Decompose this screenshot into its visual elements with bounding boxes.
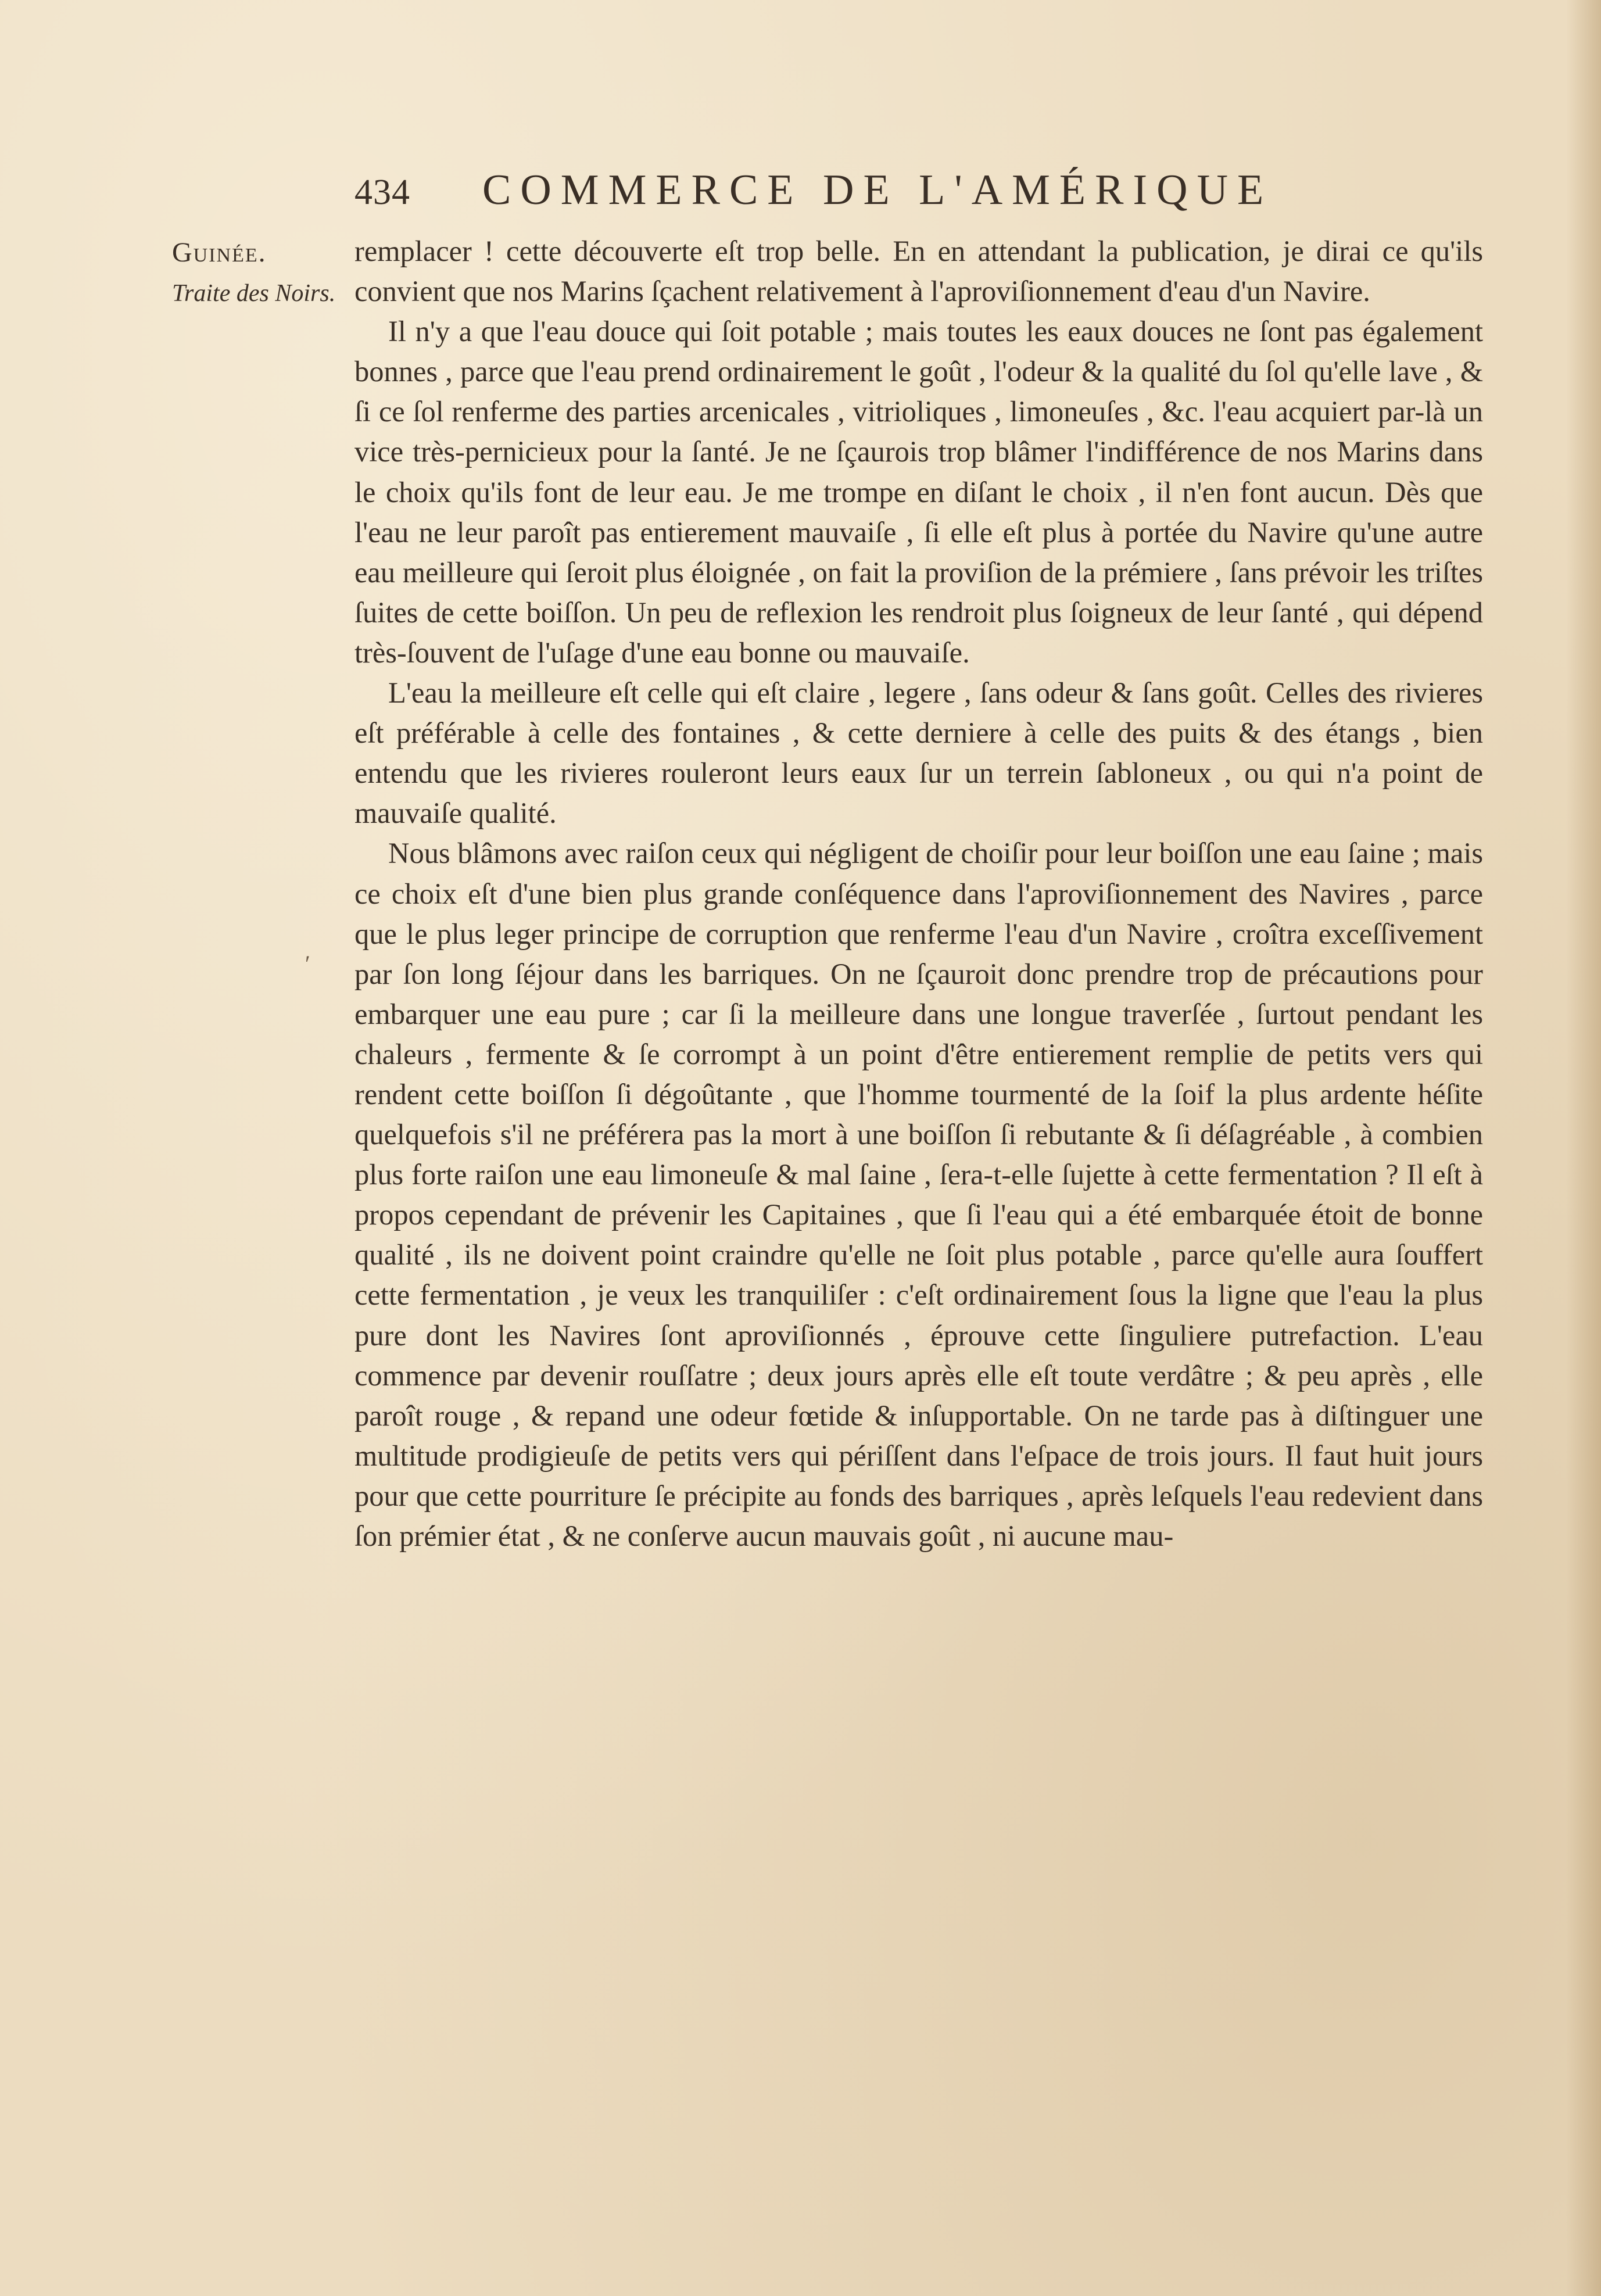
page-edge-shadow xyxy=(1566,0,1601,2296)
paragraph: remplacer ! cette découverte eſt trop belle. En en attendant la publication, je dirai ce qu'ils convient que nos Marins ſçachent relativement à l'aproviſionnement d'eau d'un Navire. xyxy=(354,235,1483,308)
margin-notes xyxy=(172,232,346,314)
paragraph: Nous blâmons avec raiſon ceux qui négligent de choiſir pour leur boiſſon une eau ſaine ; mais ce choix eſt d'une bien plus grande conſéquence dans l'aproviſionnement des Navires , parce que le plus leger principe de corruption que renferme l'eau d'un Navire , croîtra exceſſivement par ſon long ſéjour dans les barriques. On ne ſçauroit donc prendre trop de précautions pour embarquer une eau pure ; car ſi la meilleure dans une longue traverſée , ſurtout pendant les chaleurs , fermente & ſe corrompt à un point d'être entierement remplie de petits vers qui rendent cette boiſſon ſi dégoûtante , que l'homme tourmenté de la ſoif la plus ardente héſite quelquefois s'il ne préférera pas la mort à une boiſſon ſi rebutante & ſi déſagréable , à combien plus forte raiſon une eau limoneuſe & mal ſaine , ſera-t-elle ſujette à cette fermentation ? Il eſt à propos cependant de prévenir les Capitaines , que ſi l'eau qui a été embarquée étoit de bonne qualité , ils ne doivent point craindre qu'elle ne ſoit plus potable , parce qu'elle aura ſouffert cette fermentation , je veux les tranquiliſer : c'eſt ordinairement ſous la ligne que l'eau la plus pure dont les Navires ſont aproviſionnés , éprouve cette ſinguliere putrefaction. L'eau commence par devenir rouſſatre ; deux jours après elle eſt toute verdâtre ; & peu après , elle paroît rouge , & repand une odeur fœtide & inſupportable. On ne tarde pas à diſtinguer une multitude prodigieuſe de petits vers qui périſſent dans l'eſpace de trois jours. Il faut huit jours pour que cette pourriture ſe précipite au fonds des barriques , après leſquels l'eau redevient dans ſon prémier état , & ne conſerve aucun mauvais goût , ni aucune mau- xyxy=(354,837,1483,1552)
paragraph: L'eau la meilleure eſt celle qui eſt claire , legere , ſans odeur & ſans goût. Celles des rivieres eſt préférable à celle des fontaines , & cette derniere à celle des puits & des étangs , bien entendu que les rivieres rouleront leurs eaux ſur un terrein ſabloneux , ou qui n'a point de mauvaiſe qualité. xyxy=(354,676,1483,830)
stray-ink-mark: ′ xyxy=(305,951,310,977)
margin-subject: Traite des Noirs. xyxy=(172,280,336,307)
running-title: COMMERCE DE L'AMÉRIQUE xyxy=(482,166,1273,214)
body-text xyxy=(354,231,1483,1556)
paragraph: Il n'y a que l'eau douce qui ſoit potable ; mais toutes les eaux douces ne ſont pas également bonnes , parce que l'eau prend ordinairement le goût , l'odeur & la qualité du ſol qu'elle lave , & ſi ce ſol renferme des parties arcenicales , vitrioliques , limoneuſes , &c. l'eau acquiert par-là un vice très-pernicieux pour la ſanté. Je ne ſçaurois trop blâmer l'indifférence de nos Marins dans le choix qu'ils font de leur eau. Je me trompe en diſant le choix , il n'en font aucun. Dès que l'eau ne leur paroît pas entierement mauvaiſe , ſi elle eſt plus à portée du Navire qu'une autre eau meilleure qui ſeroit plus éloignée , on fait la proviſion de la prémiere , ſans prévoir les triſtes ſuites de cette boiſſon. Un peu de reflexion les rendroit plus ſoigneux de leur ſanté , qui dépend très-ſouvent de l'uſage d'une eau bonne ou mauvaiſe. xyxy=(354,315,1483,669)
margin-region: Guinée. xyxy=(172,237,267,268)
page-header xyxy=(354,166,1325,224)
page-number: 434 xyxy=(354,173,410,212)
